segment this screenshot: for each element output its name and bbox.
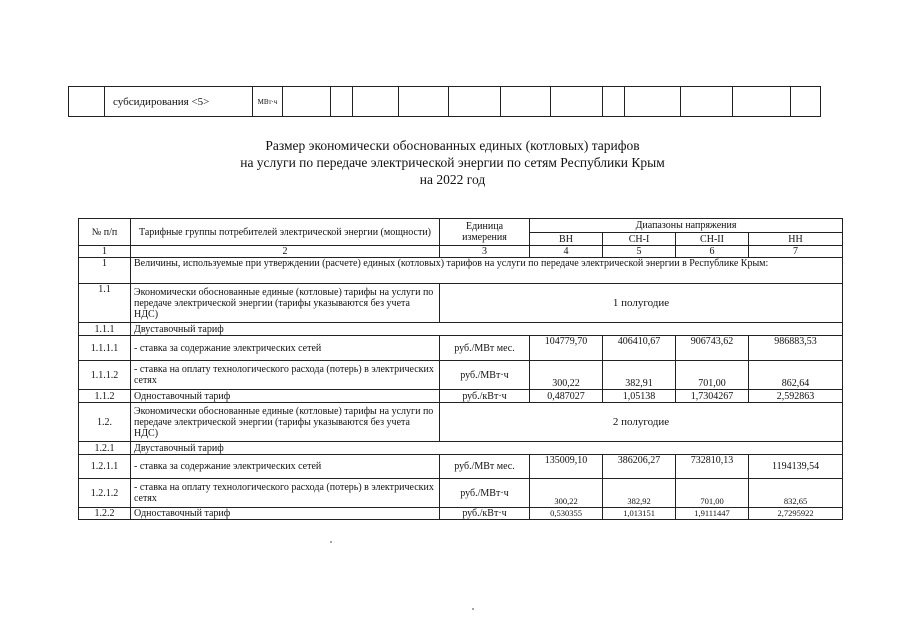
table-cell	[791, 87, 821, 117]
table-cell	[733, 87, 791, 117]
row-num: 1.1.1.2	[79, 361, 131, 390]
table-row	[79, 508, 843, 520]
value-cell: 1,013151	[603, 508, 676, 520]
period-label: 2 полугодие	[440, 403, 843, 442]
subsidy-label: субсидирования <5>	[105, 87, 253, 117]
header-groups: Тарифные группы потребителей электрической энергии (мощности)	[131, 219, 440, 246]
header-sn1: СН-I	[603, 233, 676, 246]
unit-cell: руб./МВт·ч	[440, 479, 530, 508]
table-cell	[501, 87, 551, 117]
scan-speck	[330, 541, 332, 543]
row-text: Экономически обоснованные единые (котловые) тарифы на услуги по передаче электрической энергии (тарифы указываются без учета НДС)	[131, 403, 440, 442]
document-title-line-2: на услуги по передаче электрической энергии по сетям Республики Крым	[240, 155, 665, 170]
value-cell: 406410,67	[603, 336, 676, 361]
value-cell: 0,487027	[530, 390, 603, 403]
table-row	[69, 87, 821, 117]
value-cell: 862,64	[749, 361, 843, 390]
table-cell	[331, 87, 353, 117]
table-row	[79, 323, 843, 336]
value-cell: 1,7304267	[676, 390, 749, 403]
table-cell	[399, 87, 449, 117]
document-title-line-3: на 2022 год	[419, 172, 486, 187]
table-cell	[283, 87, 331, 117]
header-sn2: СН-II	[676, 233, 749, 246]
header-nn: НН	[749, 233, 843, 246]
period-label: 1 полугодие	[440, 284, 843, 323]
value-cell: 135009,10	[530, 455, 603, 479]
row-text: Одноставочный тариф	[131, 508, 440, 520]
scan-speck	[472, 608, 474, 610]
row-num: 1	[79, 258, 131, 284]
table-row	[79, 390, 843, 403]
value-cell: 300,22	[530, 361, 603, 390]
header-vn: ВН	[530, 233, 603, 246]
col-number: 5	[603, 246, 676, 258]
table-row	[79, 258, 843, 284]
table-cell	[449, 87, 501, 117]
value-cell: 732810,13	[676, 455, 749, 479]
table-row	[79, 455, 843, 479]
table-cell	[69, 87, 105, 117]
row-num: 1.1	[79, 284, 131, 323]
row-text: Одноставочный тариф	[131, 390, 440, 403]
table-row	[79, 403, 843, 442]
tariff-table	[78, 218, 843, 520]
col-number: 7	[749, 246, 843, 258]
row-num: 1.2.2	[79, 508, 131, 520]
value-cell: 1,9111447	[676, 508, 749, 520]
row-text: - ставка на оплату технологического расхода (потерь) в электрических сетях	[131, 479, 440, 508]
value-cell: 382,91	[603, 361, 676, 390]
table-cell	[353, 87, 399, 117]
row-text: - ставка на оплату технологического расхода (потерь) в электрических сетях	[131, 361, 440, 390]
column-number-row	[79, 246, 843, 258]
table-header-row	[79, 219, 843, 233]
value-cell: 2,592863	[749, 390, 843, 403]
previous-table-tail	[68, 86, 821, 117]
col-number: 2	[131, 246, 440, 258]
unit-cell: руб./МВт мес.	[440, 336, 530, 361]
value-cell: 832,65	[749, 479, 843, 508]
col-number: 3	[440, 246, 530, 258]
table-row	[79, 361, 843, 390]
value-cell: 1194139,54	[749, 455, 843, 479]
value-cell: 386206,27	[603, 455, 676, 479]
value-cell: 382,92	[603, 479, 676, 508]
row-text: - ставка за содержание электрических сетей	[131, 455, 440, 479]
row-num: 1.2.	[79, 403, 131, 442]
header-num: № п/п	[79, 219, 131, 246]
unit-cell: МВт·ч	[253, 87, 283, 117]
value-cell: 701,00	[676, 361, 749, 390]
value-cell: 104779,70	[530, 336, 603, 361]
value-cell: 986883,53	[749, 336, 843, 361]
value-cell: 701,00	[676, 479, 749, 508]
value-cell: 906743,62	[676, 336, 749, 361]
row-num: 1.1.1	[79, 323, 131, 336]
value-cell: 300,22	[530, 479, 603, 508]
value-cell: 1,05138	[603, 390, 676, 403]
row-text: Двуставочный тариф	[131, 323, 843, 336]
unit-cell: руб./кВт·ч	[440, 508, 530, 520]
unit-cell: руб./кВт·ч	[440, 390, 530, 403]
table-row	[79, 284, 843, 323]
row-num: 1.1.1.1	[79, 336, 131, 361]
row-text: Экономически обоснованные единые (котловые) тарифы на услуги по передаче электрической энергии (тарифы указываются без учета НДС)	[131, 284, 440, 323]
row-text: - ставка за содержание электрических сетей	[131, 336, 440, 361]
value-cell: 2,7295922	[749, 508, 843, 520]
table-cell	[551, 87, 603, 117]
table-row	[79, 479, 843, 508]
header-voltage-ranges: Диапазоны напряжения	[530, 219, 843, 233]
header-unit: Единица измерения	[440, 219, 530, 246]
row-num: 1.2.1.2	[79, 479, 131, 508]
table-cell	[603, 87, 625, 117]
row-num: 1.1.2	[79, 390, 131, 403]
row-text: Величины, используемые при утверждении (расчете) единых (котловых) тарифов на услуги по передаче электрической энергии в Республике Крым:	[131, 258, 843, 284]
table-row	[79, 442, 843, 455]
row-text: Двуставочный тариф	[131, 442, 843, 455]
col-number: 1	[79, 246, 131, 258]
document-title-line-1: Размер экономически обоснованных единых (котловых) тарифов	[265, 138, 640, 153]
col-number: 4	[530, 246, 603, 258]
table-cell	[625, 87, 681, 117]
unit-cell: руб./МВт·ч	[440, 361, 530, 390]
col-number: 6	[676, 246, 749, 258]
table-row	[79, 336, 843, 361]
row-num: 1.2.1.1	[79, 455, 131, 479]
row-num: 1.2.1	[79, 442, 131, 455]
table-cell	[681, 87, 733, 117]
value-cell: 0,530355	[530, 508, 603, 520]
unit-cell: руб./МВт мес.	[440, 455, 530, 479]
